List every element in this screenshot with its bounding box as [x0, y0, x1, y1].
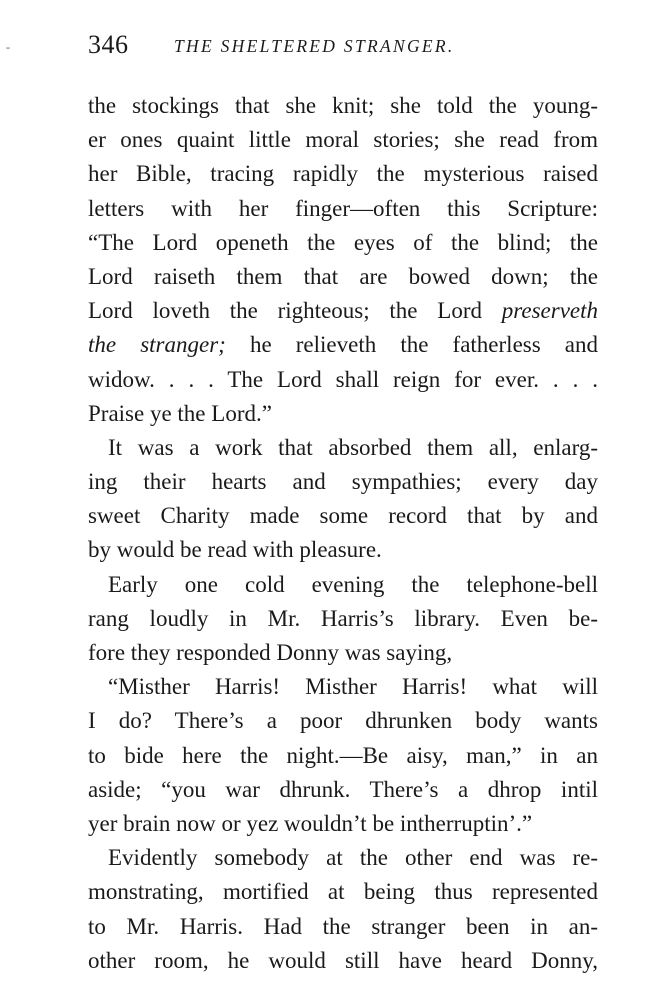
- text-segment: he relieveth the fatherless and: [249, 332, 598, 358]
- text-line: widow. . . . The Lord shall reign for ever. . . .: [88, 366, 598, 392]
- paragraph-first-line: Evidently somebody at the other end was re-: [108, 845, 598, 871]
- text-line: the stockings that she knit; she told the young-: [88, 93, 598, 118]
- text-line: rang loudly in Mr. Harris’s library. Even be-: [88, 605, 598, 631]
- text-line: Lord raiseth them that are bowed down; the: [88, 263, 598, 289]
- text-line: er ones quaint little moral stories; she read from: [88, 127, 598, 153]
- italic-segment: preserveth: [501, 298, 599, 324]
- page-number: 346: [88, 30, 129, 59]
- text-line-mixed: [88, 294, 598, 328]
- body-text: [88, 89, 598, 978]
- text-line: ing their hearts and sympathies; every day: [88, 469, 598, 495]
- text-line: Praise ye the Lord.”: [88, 400, 272, 426]
- text-line: her Bible, tracing rapidly the mysterious raised: [88, 161, 598, 187]
- text-line: sweet Charity made some record that by and: [88, 503, 598, 529]
- running-head: THE SHELTERED STRANGER.: [174, 36, 455, 56]
- paragraph-first-line: “Misther Harris! Misther Harris! what will: [108, 674, 598, 700]
- text-line: fore they responded Donny was saying,: [88, 640, 453, 665]
- text-line: “The Lord openeth the eyes of the blind; the: [88, 229, 598, 255]
- paragraph-first-line: It was a work that absorbed them all, enlarg-: [108, 434, 598, 460]
- text-line: yer brain now or yez wouldn’t be intherruptin’.”: [88, 810, 533, 836]
- text-line: other room, he would still have heard Donny,: [88, 947, 598, 973]
- text-line-mixed: [88, 328, 598, 362]
- paragraph-first-line: Early one cold evening the telephone-bell: [108, 571, 598, 597]
- text-line: letters with her finger—often this Scripture:: [88, 195, 598, 221]
- text-line: I do? There’s a poor dhrunken body wants: [88, 708, 598, 734]
- text-line: by would be read with pleasure.: [88, 537, 382, 563]
- page-header: [88, 30, 598, 66]
- margin-mark: -: [6, 40, 10, 54]
- text-line: to Mr. Harris. Had the stranger been in an-: [88, 913, 598, 939]
- italic-segment: the stranger;: [88, 332, 226, 358]
- text-line: to bide here the night.—Be aisy, man,” in an: [88, 742, 598, 768]
- text-segment: Lord loveth the righteous; the Lord: [88, 298, 482, 324]
- text-line: monstrating, mortified at being thus represented: [88, 879, 598, 905]
- text-line: aside; “you war dhrunk. There’s a dhrop intil: [88, 776, 598, 802]
